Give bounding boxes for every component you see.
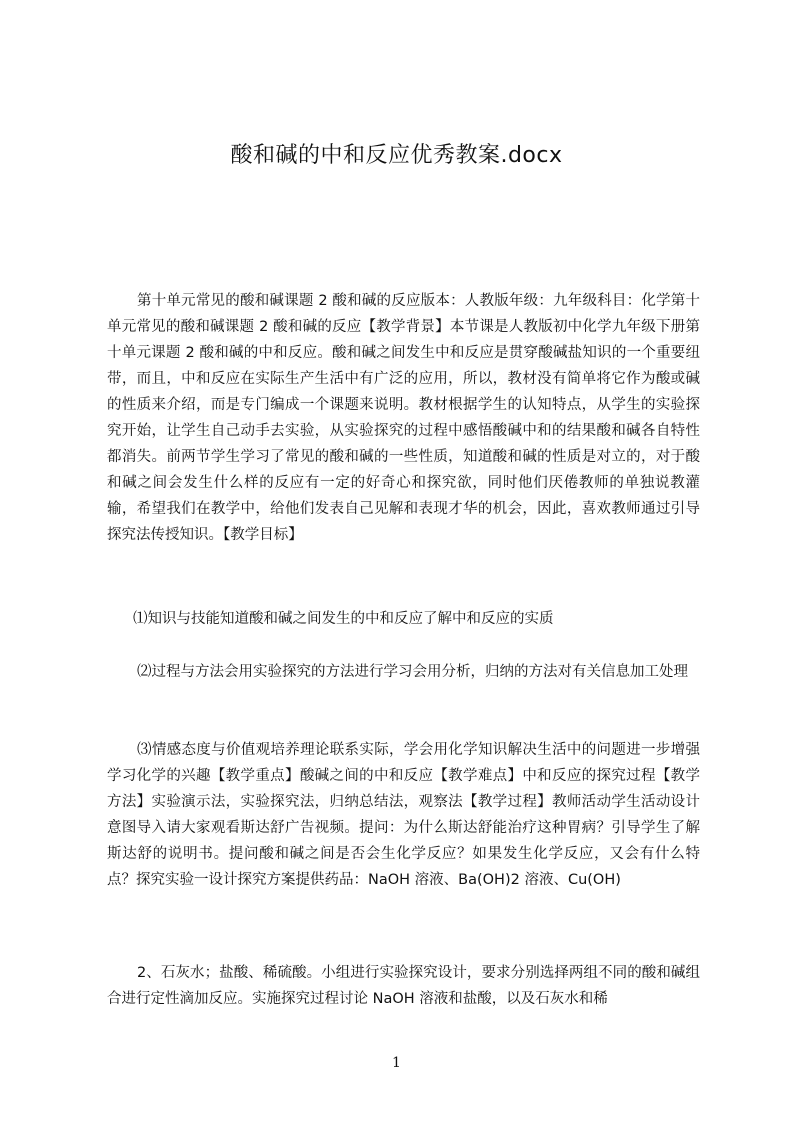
document-title: 酸和碱的中和反应优秀教案.docx [230,143,563,168]
paragraph-knowledge-skills: ⑴知识与技能知道酸和碱之间发生的中和反应了解中和反应的实质 [133,611,554,627]
paragraph-background: 第十单元常见的酸和碱课题 2 酸和碱的反应版本：人教版年级：九年级科目：化学第十单元常见的酸和碱课题 2 酸和碱的反应【教学背景】本节课是人教版初中化学九年级下册第十单元课题 2 酸和碱的中和反应。酸和碱之间发生中和反应是贯穿酸碱盐知识的一个重要纽带，而且，中和反应在实际生产生活中有广泛的应用，所以，教材没有简单将它作为酸或碱的性质来介绍，而是专门编成一个课题来说明。教材根据学生的认知特点，从学生的实验探究开始，让学生自己动手去实验，从实验探究的过程中感悟酸碱中和的结果酸和碱各自特性都消失。前两节学生学习了常见的酸和碱的一些性质，知道酸和碱的性质是对立的，对于酸和碱之间会发生什么样的反应有一定的好奇心和探究欲，同时他们厌倦教师的单独说教灌输，希望我们在教学中，给他们发表自己见解和表现才华的机会，因此，喜欢教师通过引导探究法传授知识。【教学目标】 [107,293,700,543]
paragraph-process-methods: ⑵过程与方法会用实验探究的方法进行学习会用分析，归纳的方法对有关信息加工处理 [137,664,688,680]
paragraph-lime-water: 2、石灰水；盐酸、稀硫酸。小组进行实验探究设计，要求分别选择两组不同的酸和碱组合进行定性滴加反应。实施探究过程讨论 NaOH 溶液和盐酸，以及石灰水和稀 [107,965,700,1007]
page-number: 1 [392,1055,401,1071]
paragraph-emotion-attitude: ⑶情感态度与价值观培养理论联系实际，学会用化学知识解决生活中的问题进一步增强学习化学的兴趣【教学重点】酸碱之间的中和反应【教学难点】中和反应的探究过程【教学方法】实验演示法，实验探究法，归纳总结法，观察法【教学过程】教师活动学生活动设计意图导入请大家观看斯达舒广告视频。提问：为什么斯达舒能治疗这种胃病？引导学生了解斯达舒的说明书。提问酸和碱之间是否会生化学反应？如果发生化学反应，又会有什么特点？探究实验一设计探究方案提供药品：NaOH 溶液、Ba(OH)2 溶液、Cu(OH) [107,742,700,888]
